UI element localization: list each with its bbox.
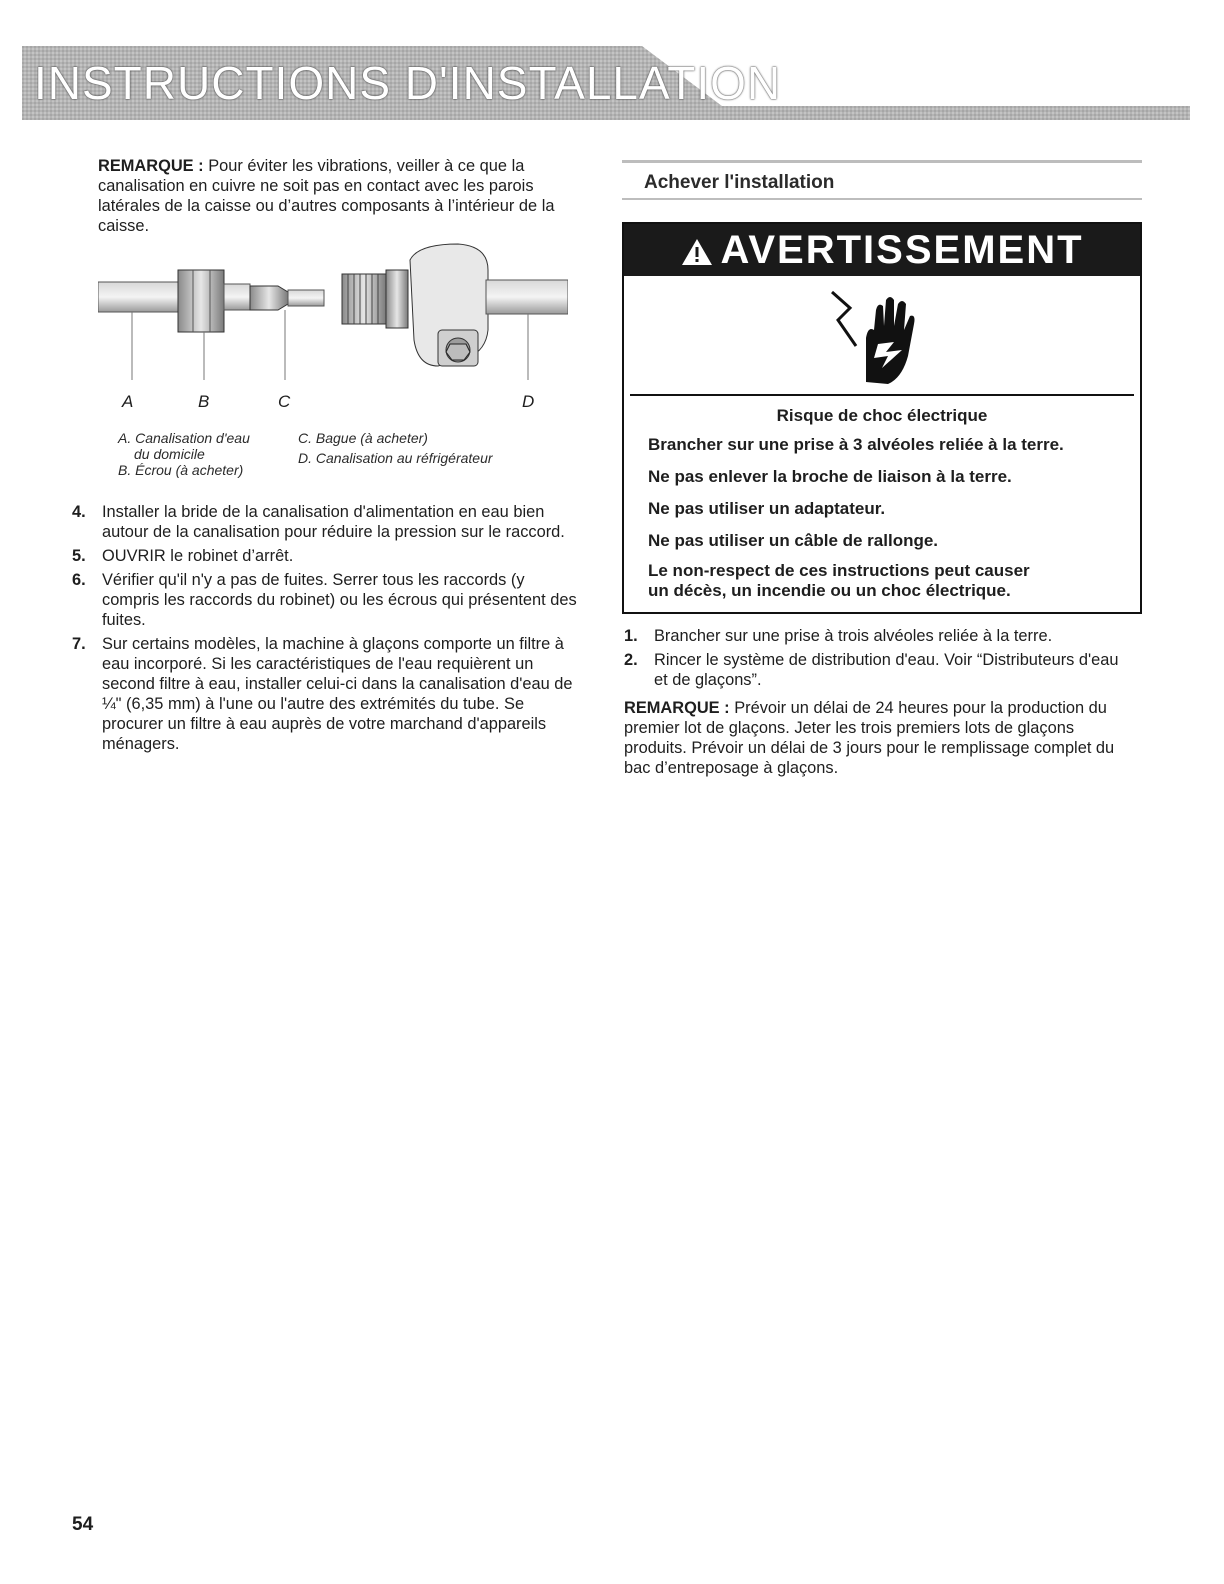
fitting-diagram (98, 240, 568, 420)
legend-c: C. Bague (à acheter) (298, 430, 428, 446)
page-title: INSTRUCTIONS D'INSTALLATION (34, 57, 782, 109)
note-text: Prévoir un délai de 24 heures pour la production du premier lot de glaçons. Jeter les trois premiers lots de glaçons produits. Prévoir un délai de 3 jours pour le remplissage complet du bac d’entreposage à glaçons. (624, 699, 1115, 777)
page-number: 54 (72, 1514, 94, 1535)
left-note (98, 156, 586, 236)
label-c: C (278, 392, 291, 411)
step-number: 4. (72, 503, 86, 521)
step-item (72, 570, 586, 630)
step-text: Rincer le système de distribution d'eau. Voir “Distributeurs d'eau et de glaçons”. (654, 651, 1119, 689)
left-steps (72, 502, 586, 758)
warning-line: Ne pas enlever la broche de liaison à la terre. (648, 467, 1012, 486)
step-number: 2. (624, 651, 638, 669)
step-item (624, 650, 1124, 690)
step-item (624, 626, 1124, 646)
step-text: OUVRIR le robinet d’arrêt. (102, 547, 294, 565)
electric-shock-hand-icon (828, 286, 928, 390)
warning-line: Ne pas utiliser un câble de rallonge. (648, 531, 939, 550)
legend-a: A. Canalisation d'eau (118, 430, 250, 446)
note-label: REMARQUE : (624, 699, 730, 717)
right-note (624, 698, 1124, 778)
legend-d: D. Canalisation au réfrigérateur (298, 450, 493, 466)
step-number: 5. (72, 547, 86, 565)
note-text: Pour éviter les vibrations, veiller à ce que la canalisation en cuivre ne soit pas en contact avec les parois latérales de la caisse ou d’autres composants à l’intérieur de la caisse. (98, 157, 555, 235)
section-rule-bottom (622, 198, 1142, 200)
step-number: 6. (72, 571, 86, 589)
step-text: Sur certains modèles, la machine à glaçons comporte un filtre à eau incorporé. Si les caractéristiques de l'eau requièrent un second filtre à eau, installer celui-ci dans la canalisation d'eau de ¼" (6,35 mm) à l'une ou l'autre des extrémités du tube. Se procurer un filtre à eau auprès de votre marchand d'appareils ménagers. (102, 635, 573, 753)
note-label: REMARQUE : (98, 157, 204, 175)
header-banner (22, 46, 1190, 120)
step-number: 1. (624, 627, 638, 645)
step-text: Vérifier qu'il n'y a pas de fuites. Serrer tous les raccords (y compris les raccords du robinet) ou les écrous qui présentent des fuites. (102, 571, 577, 629)
warning-risk-title: Risque de choc électrique (776, 406, 988, 425)
warning-box (622, 222, 1142, 614)
warning-triangle-icon (680, 237, 714, 267)
legend-b: B. Écrou (à acheter) (118, 462, 244, 478)
warning-line: un décès, un incendie ou un choc électrique. (648, 581, 1011, 600)
step-item (72, 546, 586, 566)
label-a: A (122, 392, 134, 411)
warning-line: Ne pas utiliser un adaptateur. (648, 499, 886, 518)
right-steps (624, 626, 1124, 694)
step-item (72, 634, 586, 754)
warning-line: Brancher sur une prise à 3 alvéoles reliée à la terre. (648, 435, 1064, 454)
section-rule-top (622, 160, 1142, 163)
water-line-figure (98, 240, 568, 420)
warning-header (624, 224, 1140, 276)
section-title: Achever l'installation (644, 172, 835, 193)
label-b: B (198, 392, 210, 411)
step-number: 7. (72, 635, 86, 653)
warning-text-area (630, 394, 1134, 608)
step-item (72, 502, 586, 542)
step-text: Installer la bride de la canalisation d'alimentation en eau bien autour de la canalisation pour réduire la pression sur le raccord. (102, 503, 565, 541)
label-d: D (522, 392, 535, 411)
warning-line: Le non-respect de ces instructions peut causer (648, 561, 1030, 580)
step-text: Brancher sur une prise à trois alvéoles reliée à la terre. (654, 627, 1053, 645)
legend-a-cont: du domicile (134, 446, 205, 462)
warning-heading: AVERTISSEMENT (720, 228, 1084, 272)
